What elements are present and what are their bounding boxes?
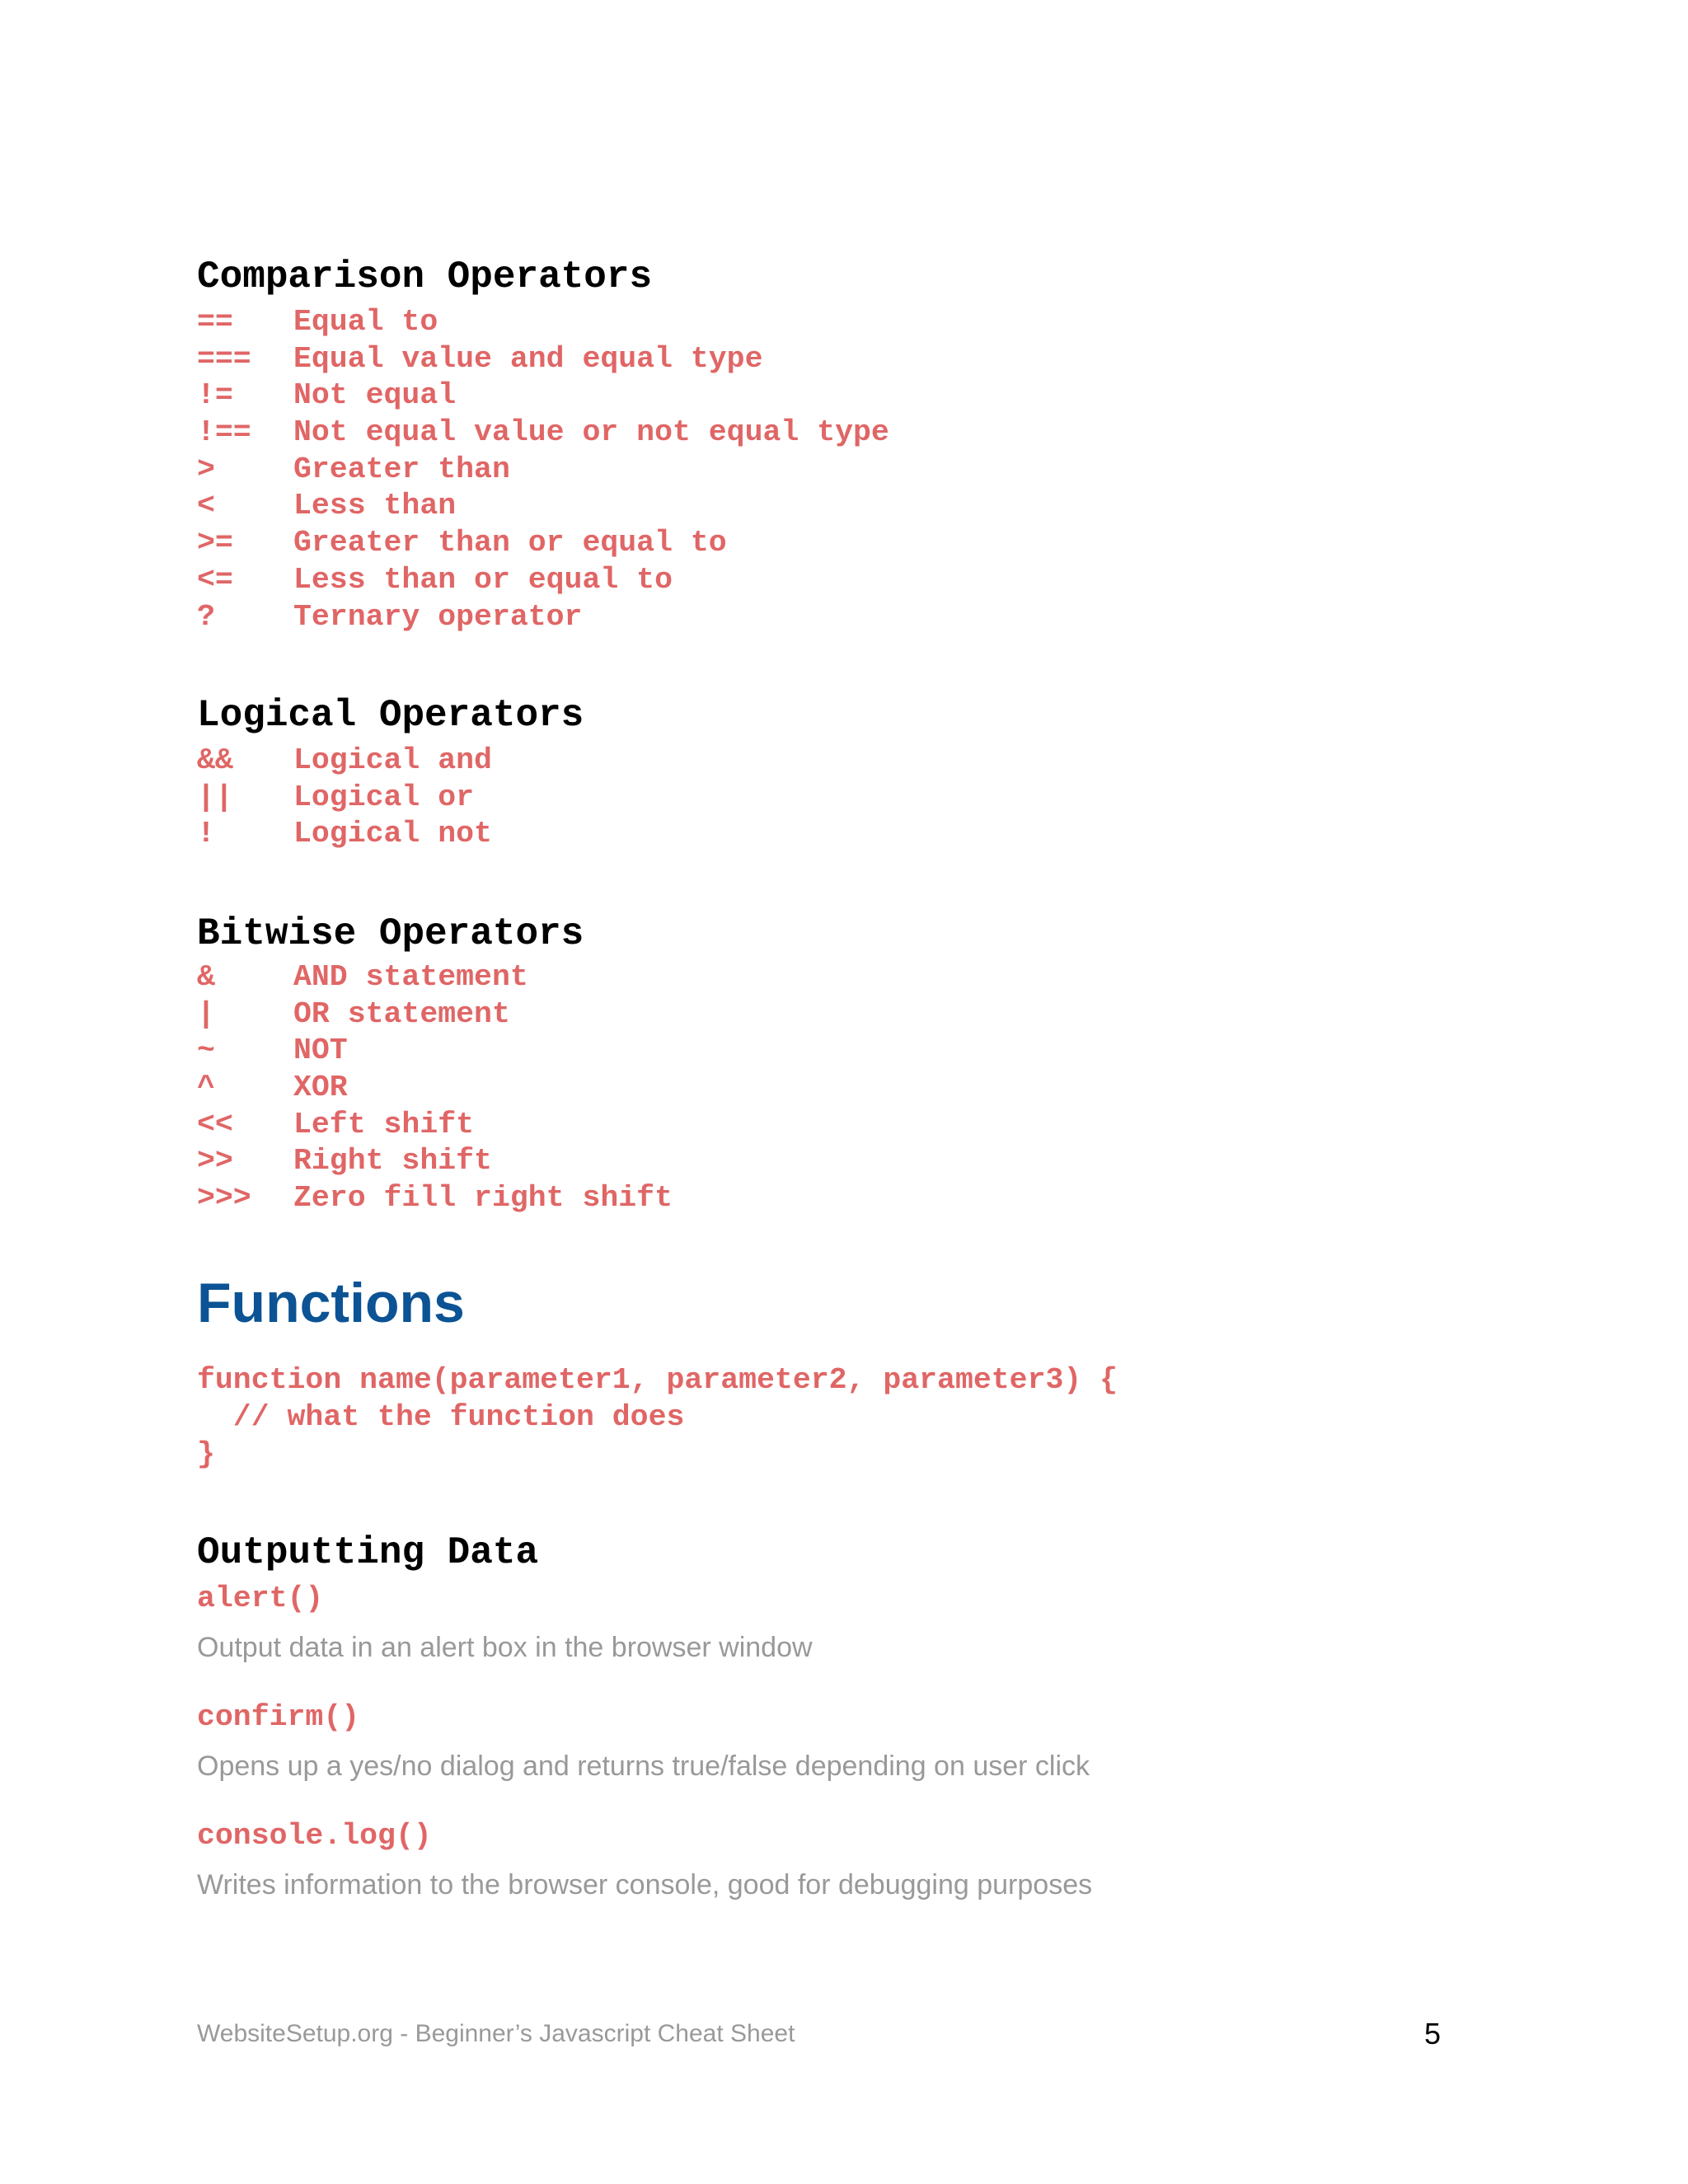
operator-description: OR statement (293, 996, 510, 1031)
operator-description: Zero fill right shift (293, 1181, 673, 1216)
operator-description: Equal value and equal type (293, 341, 763, 376)
operator: >= (197, 526, 233, 560)
operator: <= (197, 562, 233, 597)
operator-description: Logical and (293, 743, 492, 777)
comparison-operators-list (197, 304, 889, 635)
operator-description: Right shift (293, 1144, 492, 1179)
operator: != (197, 378, 233, 413)
page-number: 5 (1424, 2017, 1442, 2050)
operator: > (197, 452, 215, 486)
operator: === (197, 341, 251, 376)
output-desc-confirm: Opens up a yes/no dialog and returns true/false depending on user click (197, 1750, 1090, 1782)
output-desc-console-log: Writes information to the browser console, good for debugging purposes (197, 1869, 1093, 1900)
operator: ! (197, 817, 215, 851)
operator-description: Ternary operator (293, 599, 583, 634)
bitwise-operators-list (197, 959, 673, 1217)
operator-row (197, 816, 492, 853)
operator-description: Logical not (293, 817, 492, 851)
operator: && (197, 743, 233, 777)
operator-row (197, 488, 889, 525)
code-line: function name(parameter1, parameter2, parameter3) { (197, 1363, 1118, 1397)
operator-description: Greater than (293, 452, 510, 486)
operator-description: Less than (293, 489, 457, 523)
operator-row (197, 1033, 673, 1070)
code-line: // what the function does (197, 1400, 685, 1434)
operator-row (197, 452, 889, 489)
operator-row (197, 996, 673, 1033)
function-code-block (197, 1361, 1118, 1473)
logical-operators-heading: Logical Operators (197, 694, 584, 737)
operator-description: Left shift (293, 1107, 475, 1141)
operator-row (197, 377, 889, 415)
operator-description: Less than or equal to (293, 562, 673, 597)
operator-row (197, 1180, 673, 1217)
operator-row (197, 743, 492, 780)
operator: << (197, 1107, 233, 1141)
code-line: } (197, 1437, 215, 1471)
operator: || (197, 780, 233, 814)
operator: ^ (197, 1071, 215, 1105)
functions-heading: Functions (197, 1272, 465, 1334)
operator-row (197, 780, 492, 817)
logical-operators-list (197, 743, 492, 853)
operator-description: Logical or (293, 780, 475, 814)
operator: >>> (197, 1181, 251, 1216)
comparison-operators-heading: Comparison Operators (197, 255, 653, 298)
operator-row (197, 1143, 673, 1180)
output-code-confirm: confirm() (197, 1700, 360, 1734)
output-code-alert: alert() (197, 1582, 324, 1615)
operator: ? (197, 599, 215, 634)
operator-description: XOR (293, 1071, 348, 1105)
outputting-data-heading: Outputting Data (197, 1531, 539, 1574)
operator-description: NOT (293, 1033, 348, 1068)
output-code-console-log: console.log() (197, 1819, 432, 1853)
bitwise-operators-heading: Bitwise Operators (197, 912, 584, 955)
operator-row (197, 304, 889, 341)
operator-description: Not equal (293, 378, 457, 413)
operator-row (197, 525, 889, 562)
operator-description: Not equal value or not equal type (293, 415, 889, 450)
operator-description: Greater than or equal to (293, 526, 727, 560)
operator: == (197, 305, 233, 339)
operator-description: Equal to (293, 305, 438, 339)
operator: >> (197, 1144, 233, 1179)
operator-row (197, 341, 889, 378)
footer-text: WebsiteSetup.org - Beginner’s Javascript Cheat Sheet (197, 2020, 795, 2047)
operator: < (197, 489, 215, 523)
operator-description: AND statement (293, 960, 528, 994)
operator: | (197, 996, 215, 1031)
operator: ~ (197, 1033, 215, 1068)
operator-row (197, 1070, 673, 1107)
operator-row (197, 599, 889, 636)
operator-row (197, 415, 889, 452)
operator-row (197, 1107, 673, 1144)
operator-row (197, 959, 673, 996)
operator-row (197, 562, 889, 599)
operator: & (197, 960, 215, 994)
operator: !== (197, 415, 251, 450)
output-desc-alert: Output data in an alert box in the browser window (197, 1632, 813, 1663)
